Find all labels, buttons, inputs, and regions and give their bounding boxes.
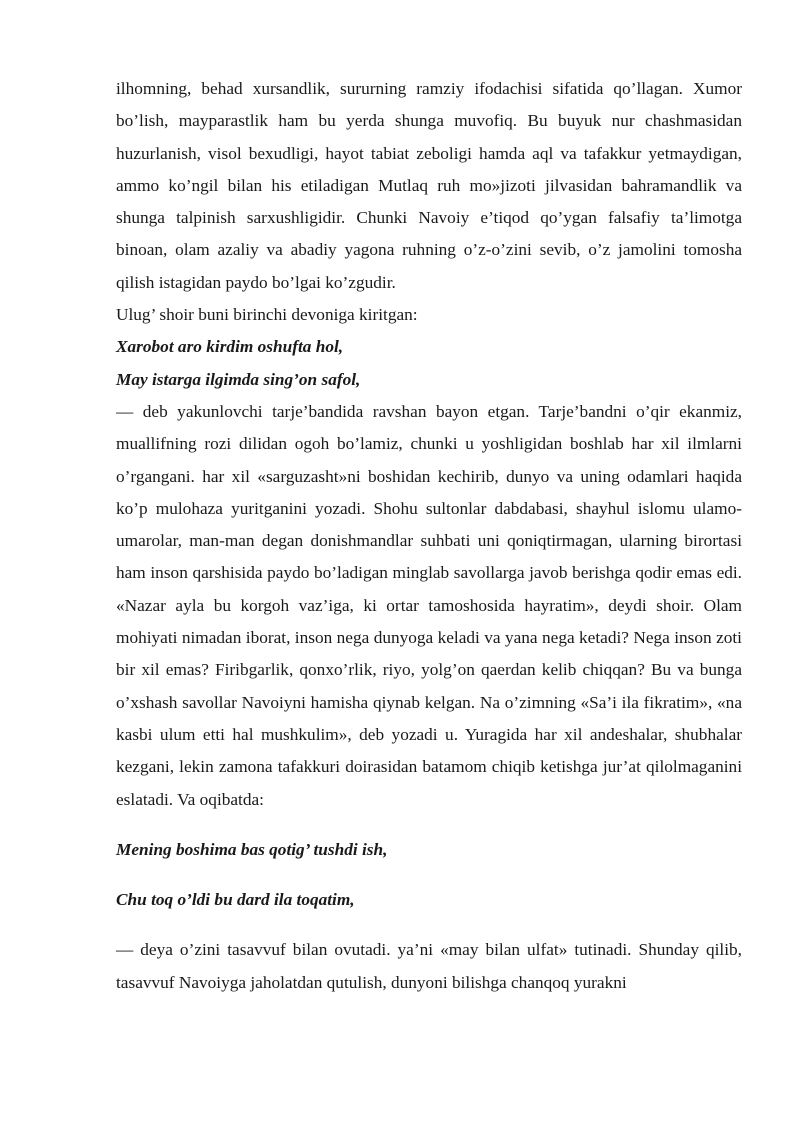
paragraph-tasavvuf: — deya o’zini tasavvuf bilan ovutadi. ya’ni «may bilan ulfat» tutinadi. Shunday qilib, tasavvuf Navoiyga jaholatdan qutulish, dunyoni bilishga chanqoq yurakni xyxy=(116,940,742,992)
verse-line: May istarga ilgimda sing’on safol, xyxy=(116,369,361,389)
verse-line: Xarobot aro kirdim oshufta hol, xyxy=(116,337,344,357)
paragraph-intro: ilhomning, behad xursandlik, sururning ramziy ifodachisi sifatida qo’llagan. Xumor bo’lish, mayparastlik ham bu yerda shunga muvofiq. Bu buyuk nur chashmasidan huzurlanish, visol bexudligi, hayot tabiat zeboligi hamda aql va tafakkur yetmaydigan, ammo ko’ngil bilan his etiladigan Mutlaq ruh mo»jizoti jilvasidan bahramandlik va shunga talpinish sarxushligidir. Chunki Navoiy e’tiqod qo’ygan falsafiy ta’limotga binoan, olam azaliy va abadiy yagona ruhning o’z-o’zini sevib, o’z jamolini tomosha qilish istagidan paydo bo’lgai ko’zgudir. xyxy=(116,79,742,292)
paragraph-tarjeband: — deb yakunlovchi tarje’bandida ravshan bayon etgan. Tarje’bandni o’qir ekanmiz, muallifning rozi dilidan ogoh bo’lamiz, chunki u yoshligidan boshlab har xil ilmlarni o’rgangani. har xil «sarguzasht»ni boshidan kechirib, dunyo va uning odamlari haqida ko’p mulohaza yuritganini yozadi. Shohu sultonlar dabdabasi, shayhul islomu ulamo-umarolar, man-man degan donishmandlar suhbati uni qoniqtirmagan, ularning birortasi ham inson qarshisida paydo bo’ladigan minglab savollarga javob berishga qodir emas edi. «Nazar ayla bu korgoh vaz’iga, ki ortar tamoshosida hayratim», deydi shoir. Olam mohiyati nimadan iborat, inson nega dunyoga keladi va yana nega ketadi? Nega inson zoti bir xil emas? Firibgarlik, qonxo’rlik, riyo, yolg’on qaerdan kelib chiqqan? Bu va bunga o’xshash savollar Navoiyni hamisha qiynab kelgan. Na o’zimning «Sa’i ila fikratim», «na kasbi ulum etti hal mushkulim», deb yozadi u. Yuragida har xil andeshalar, shubhalar kezgani, lekin zamona tafakkuri doirasidan batamom chiqib ketishga jur’at qilolmaganini eslatadi. Va oqibatda: xyxy=(116,401,742,809)
verse-line: Chu toq o’ldi bu dard ila toqatim, xyxy=(116,890,355,910)
verse-line: Mening boshima bas qotig’ tushdi ish, xyxy=(116,839,388,859)
paragraph-devon-note: Ulug’ shoir buni birinchi devoniga kiritgan: xyxy=(116,305,418,325)
document-page xyxy=(116,73,742,999)
